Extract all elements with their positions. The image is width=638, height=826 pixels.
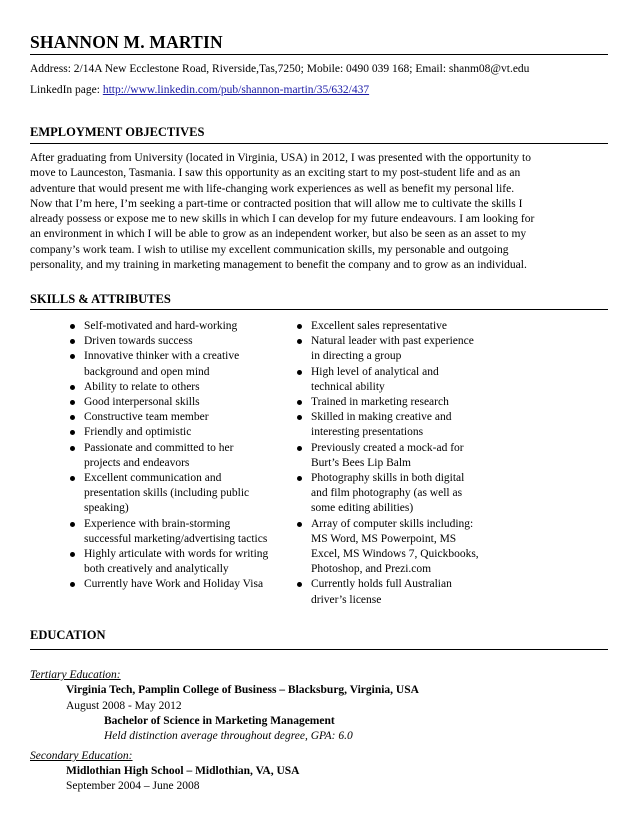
skill-text: Array of computer skills including: [311,517,474,530]
skill-text: interesting presentations [311,426,424,439]
skill-text: MS Word, MS Powerpoint, MS [311,532,457,545]
skill-item [67,319,268,334]
skill-item [294,577,479,607]
skill-item [67,349,268,379]
linkedin-line [30,84,369,96]
objectives-heading: EMPLOYMENT OBJECTIVES [30,125,205,139]
skill-text: Innovative thinker with a creative [84,350,240,363]
tertiary-note: Held distinction average throughout degree, GPA: 6.0 [104,730,353,742]
skill-text: both creatively and analytically [84,563,229,576]
skill-text: technical ability [311,380,385,393]
objectives-divider [30,143,608,144]
objectives-paragraph [30,151,590,273]
skill-item [294,441,479,471]
skill-item [294,410,479,440]
tertiary-dates: August 2008 - May 2012 [66,700,182,712]
secondary-label: Secondary Education: [30,750,133,762]
objective-line: After graduating from University (located in Virginia, USA) in 2012, I was presented with the opportunity to [30,152,531,164]
objective-line: an environment in which I will be able to grow as an independent worker, but also be seen as an asset to my [30,228,527,241]
skill-text: Excellent communication and [84,472,222,485]
secondary-school: Midlothian High School – Midlothian, VA, USA [66,765,300,777]
tertiary-degree: Bachelor of Science in Marketing Management [104,715,335,727]
header-divider [30,54,608,55]
objective-line: company’s work team. I wish to utilise my excellent communication skills, my personable and outgoing [30,243,509,256]
skill-text: Trained in marketing research [311,396,449,409]
tertiary-label: Tertiary Education: [30,669,121,681]
skill-item [67,334,268,349]
skill-text: successful marketing/advertising tactics [84,532,268,545]
skill-item [67,410,268,425]
skill-text: Photoshop, and Prezi.com [311,563,432,576]
skill-item [67,395,268,410]
skill-text: Passionate and committed to her [84,441,234,454]
skill-item [294,334,479,364]
skill-text: Excel, MS Windows 7, Quickbooks, [311,548,479,561]
secondary-dates: September 2004 – June 2008 [66,780,200,792]
skill-text: Ability to relate to others [84,380,200,393]
education-heading: EDUCATION [30,628,106,642]
skill-text: Excellent sales representative [311,320,448,332]
skill-text: Good interpersonal skills [84,396,200,409]
objective-line: personality, and my training in marketing management to benefit the company and to grow as an individual. [30,259,527,272]
skill-text: speaking) [84,502,129,515]
skill-text: Friendly and optimistic [84,426,192,439]
skill-text: projects and endeavors [84,456,190,469]
skill-item [294,365,479,395]
objective-line: Now that I’m here, I’m seeking a part-time or contracted position that will allow me to cultivate the skills I [30,197,523,210]
skill-item [67,577,268,592]
skill-item [67,425,268,440]
skill-text: High level of analytical and [311,365,439,378]
skill-text: Burt’s Bees Lip Balm [311,456,411,469]
skill-text: Skilled in making creative and [311,411,452,424]
skill-text: Photography skills in both digital [311,472,465,485]
linkedin-link[interactable]: http://www.linkedin.com/pub/shannon-martin/35/632/437 [102,84,370,96]
skill-text: Highly articulate with words for writing [84,548,269,561]
skill-item [294,517,479,578]
skills-divider [30,309,608,310]
education-divider [30,649,608,650]
skills-list-left [67,319,268,593]
skill-text: Previously created a mock-ad for [311,441,464,454]
skill-item [67,471,268,517]
skill-text: Driven towards success [84,335,193,348]
skill-item [67,380,268,395]
skill-item [294,395,479,410]
skill-text: driver’s license [311,593,382,606]
skill-item [67,441,268,471]
objective-line: adventure that would present me with life-changing work experiences as well as benefit my personal life. [30,182,515,195]
skill-text: Currently holds full Australian [311,578,452,591]
skill-item [67,517,268,547]
skills-list-right [294,319,479,608]
skill-item [67,547,268,577]
skill-item [294,471,479,517]
tertiary-school: Virginia Tech, Pamplin College of Business – Blacksburg, Virginia, USA [66,684,419,696]
skill-text: in directing a group [311,350,402,363]
objective-line: move to Launceston, Tasmania. I saw this opportunity as an exciting start to my post-student life and as an [30,167,521,180]
skill-text: Self-motivated and hard-working [84,320,238,332]
skill-item [294,319,479,334]
skills-heading: SKILLS & ATTRIBUTES [30,292,171,306]
skill-text: and film photography (as well as [311,487,463,500]
skill-text: Natural leader with past experience [311,335,474,348]
skill-text: some editing abilities) [311,502,414,515]
skill-text: background and open mind [84,365,210,378]
linkedin-label: LinkedIn page: [30,84,103,96]
applicant-name: SHANNON M. MARTIN [30,32,223,52]
skill-text: Constructive team member [84,411,209,424]
objective-line: already possess or expose me to new skills in which I can develop for my future endeavours. I am looking for [30,213,535,226]
skill-text: Experience with brain-storming [84,517,231,530]
contact-line: Address: 2/14A New Ecclestone Road, Riverside,Tas,7250; Mobile: 0490 039 168; Email: shanm08@vt.edu [30,63,530,75]
skill-text: presentation skills (including public [84,487,250,500]
skill-text: Currently have Work and Holiday Visa [84,578,264,591]
